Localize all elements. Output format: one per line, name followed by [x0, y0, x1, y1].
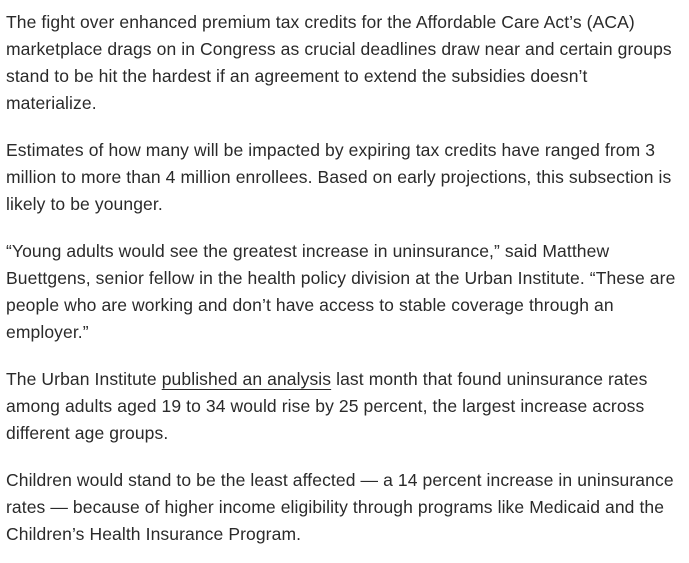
- paragraph-enrollee-estimates: Estimates of how many will be impacted by expiring tax credits have ranged from 3 million to more than 4 million enrollees. Based on early projections, this subsection is likely to be younger.: [6, 140, 672, 214]
- paragraph-children-impact: Children would stand to be the least affected — a 14 percent increase in uninsurance rates — because of higher income eligibility through programs like Medicaid and the Children’s Health Insurance Program.: [6, 470, 674, 544]
- paragraph-urban-institute-analysis: [6, 366, 683, 447]
- paragraph-aca-tax-credits: The fight over enhanced premium tax credits for the Affordable Care Act’s (ACA) marketplace drags on in Congress as crucial deadlines draw near and certain groups stand to be hit the hardest if an agreement to extend the subsidies doesn’t materialize.: [6, 12, 672, 113]
- paragraph-buettgens-quote: “Young adults would see the greatest increase in uninsurance,” said Matthew Buettgens, senior fellow in the health policy division at the Urban Institute. “These are people who are working and don’t have access to stable coverage through an employer.”: [6, 241, 676, 342]
- published-analysis-link[interactable]: published an analysis: [161, 369, 332, 389]
- paragraph-text-after-link: last month that found uninsurance rates among adults aged 19 to 34 would rise by 25 percent, the largest increase across different age groups.: [6, 369, 648, 443]
- paragraph-text-before-link: The Urban Institute: [6, 369, 162, 389]
